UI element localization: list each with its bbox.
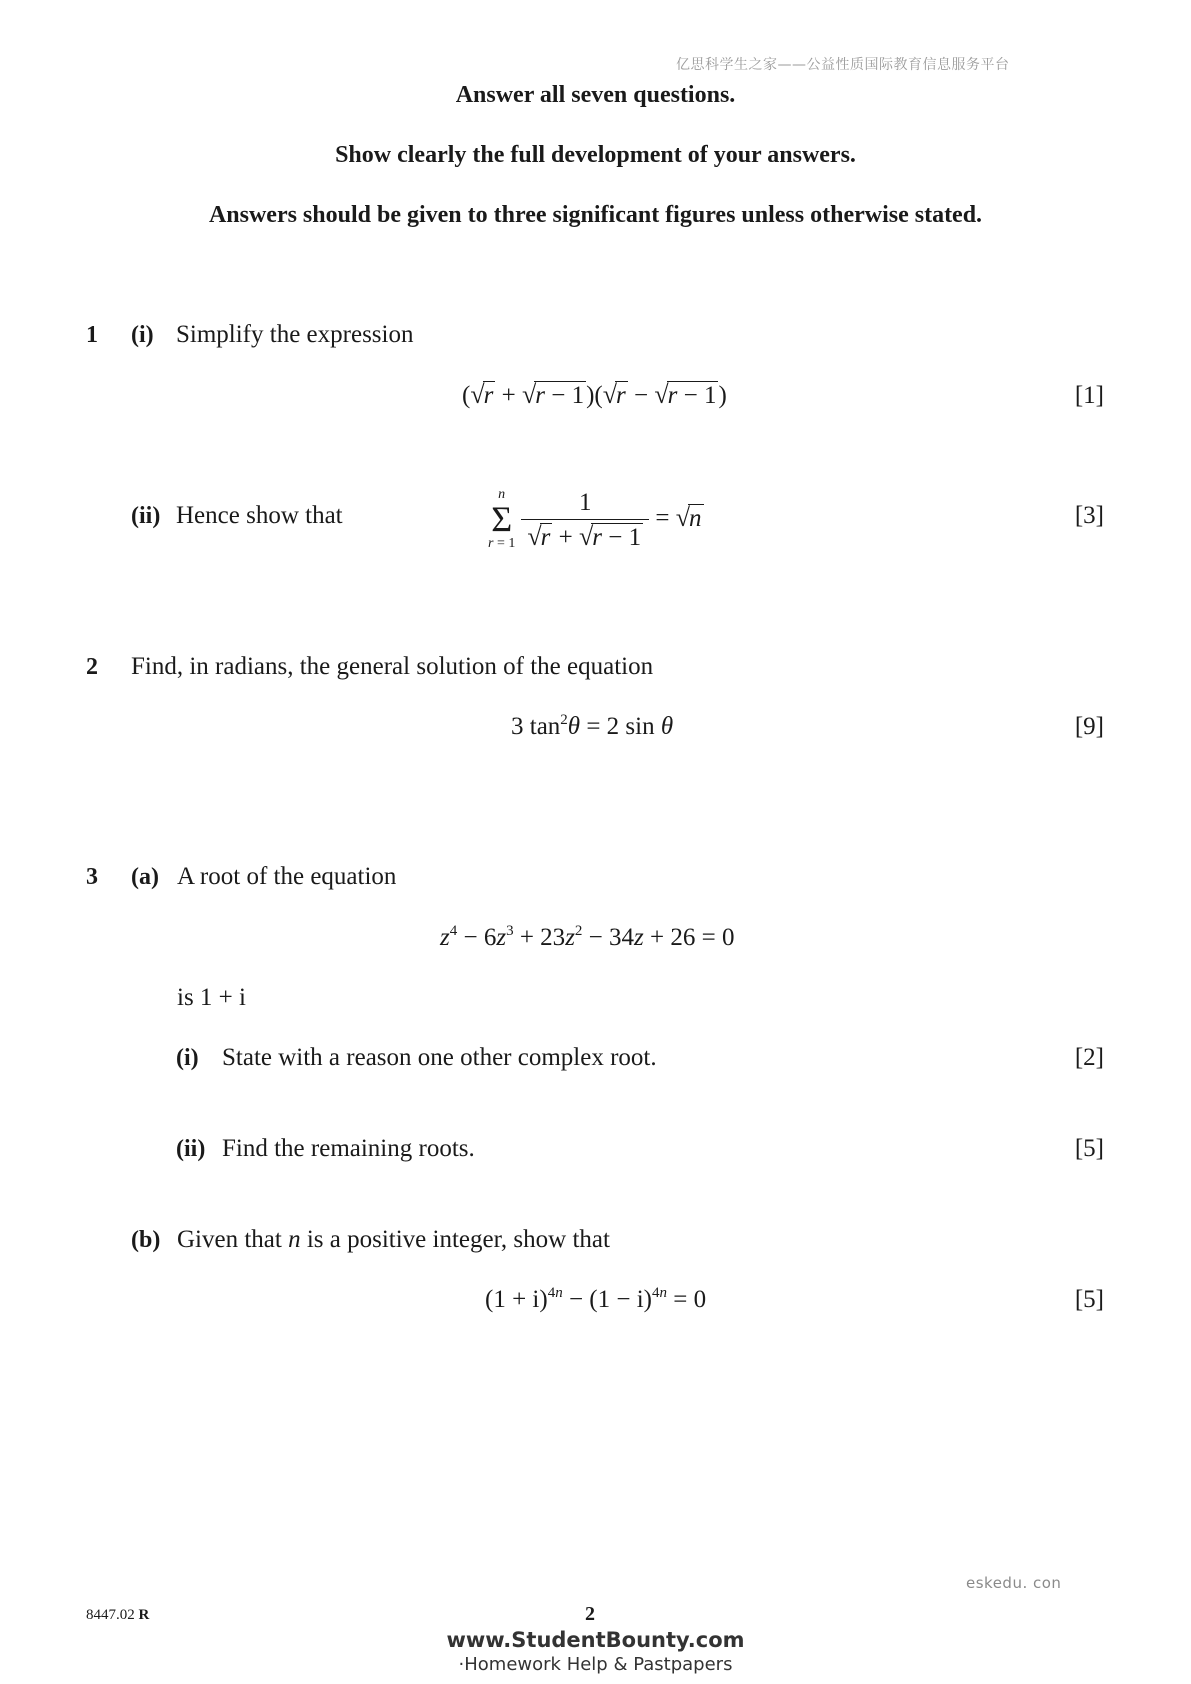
q1-ii-mark: [3]	[1074, 502, 1104, 529]
q3-b-text-pre: Given that	[177, 1226, 289, 1253]
q1-part-ii-text: Hence show that	[176, 502, 343, 529]
instruction-1: Answer all seven questions.	[455, 82, 736, 108]
page-number: 2	[585, 1603, 595, 1625]
question-1-number: 1	[86, 322, 98, 348]
q3-part-a-text: A root of the equation	[177, 863, 397, 890]
q1-part-ii-label: (ii)	[131, 503, 161, 529]
q3-b-mark: [5]	[1074, 1286, 1104, 1313]
paper-code-number: 8447.02	[86, 1607, 135, 1623]
q3-b-text-post: is a positive integer, show that	[300, 1226, 610, 1253]
q1-sum-expression: n Σ r = 1 $\frac{1}{√r + √r - 1}$ = √n	[488, 487, 702, 551]
paper-code	[86, 1607, 149, 1624]
q3-a-ii-label: (ii)	[176, 1136, 206, 1162]
studentbounty-tagline: ·Homework Help & Pastpapers	[458, 1654, 733, 1675]
q1-expression: (√r + √r − 1)(√r − √r − 1)	[462, 380, 727, 409]
instruction-2: Show clearly the full development of your answers.	[335, 142, 856, 168]
question-3-number: 3	[86, 864, 98, 890]
studentbounty-logo-text: www.StudentBounty.com	[446, 1628, 745, 1652]
q2-equation: 3 $\tan^2\theta = 2$ sin θ	[511, 712, 674, 740]
instruction-3: Answers should be given to three significant figures unless otherwise stated.	[208, 202, 983, 228]
q3-a-ii-mark: [5]	[1074, 1135, 1104, 1162]
paper-code-suffix: R	[138, 1607, 150, 1623]
q3-root-text: is 1 + i	[177, 984, 246, 1011]
q3-a-ii-text: Find the remaining roots.	[222, 1135, 475, 1162]
q3-part-a-label: (a)	[131, 864, 159, 890]
watermark-top: 亿思科学生之家——公益性质国际教育信息服务平台	[676, 57, 1010, 73]
q1-part-i-label: (i)	[131, 322, 154, 348]
q1-i-mark: [1]	[1074, 382, 1104, 409]
q3-a-i-text: State with a reason one other complex root.	[222, 1044, 657, 1071]
q3-b-variable: n	[288, 1226, 301, 1253]
q2-text: Find, in radians, the general solution of the equation	[131, 653, 654, 680]
q3-a-i-label: (i)	[176, 1045, 199, 1071]
q2-mark: [9]	[1074, 713, 1104, 740]
q1-part-i-text: Simplify the expression	[176, 321, 414, 348]
watermark-eskedu: eskedu. con	[966, 1574, 1062, 1592]
q3-b-equation: $(1 + i)^{4n} - (1 - i)^{4n} = 0$	[485, 1285, 707, 1313]
question-2-number: 2	[86, 654, 98, 680]
q3-part-b-text	[177, 1226, 610, 1254]
q3-polynomial-equation: $z^4 - 6z^3 + 23z^2 - 34z + 26 = 0$	[440, 923, 735, 951]
q3-part-b-label: (b)	[131, 1227, 161, 1253]
q3-a-i-mark: [2]	[1074, 1044, 1104, 1071]
